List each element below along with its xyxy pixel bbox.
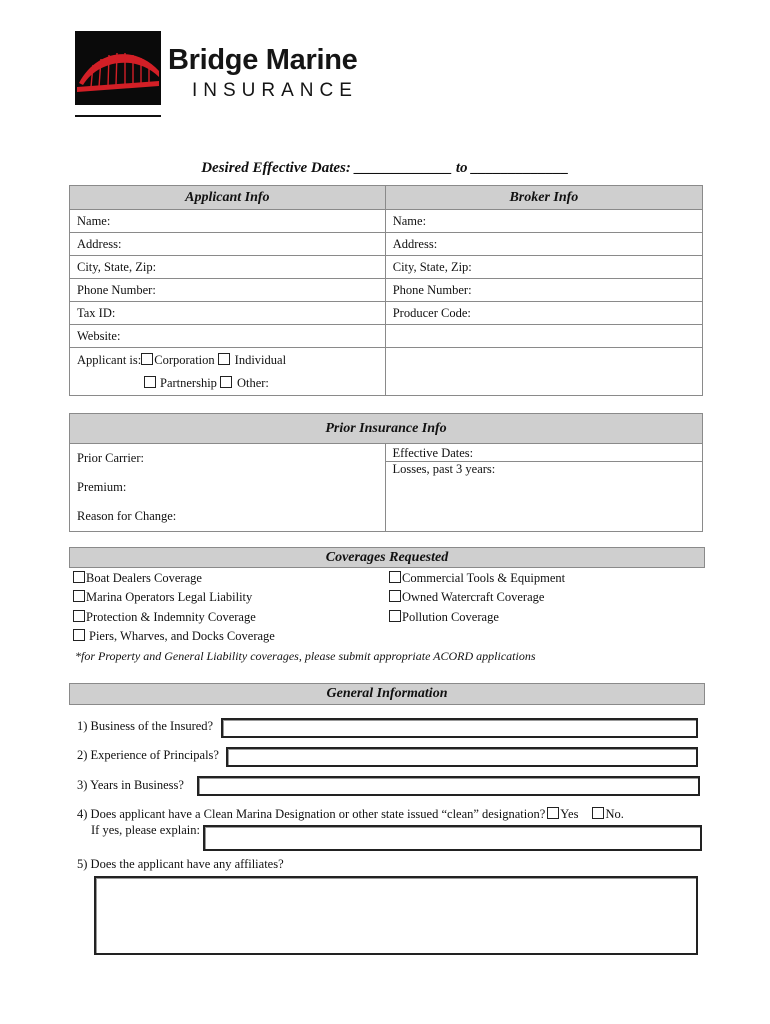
checkbox[interactable] bbox=[73, 590, 85, 602]
question-experience: 2) Experience of Principals? bbox=[77, 748, 219, 762]
applicant-name-field[interactable]: Name: bbox=[70, 210, 386, 233]
applicant-taxid-field[interactable]: Tax ID: bbox=[70, 302, 386, 325]
question-business: 1) Business of the Insured? bbox=[77, 719, 214, 733]
other-checkbox[interactable] bbox=[220, 376, 232, 388]
coverage-marina-operators[interactable] bbox=[73, 590, 252, 605]
coverage-label: Protection & Indemnity Coverage bbox=[86, 610, 256, 624]
yes-label: Yes bbox=[560, 807, 579, 821]
broker-empty-cell-2 bbox=[385, 348, 702, 396]
checkbox[interactable] bbox=[389, 590, 401, 602]
partnership-checkbox[interactable] bbox=[144, 376, 156, 388]
question-clean-marina bbox=[77, 807, 624, 822]
prior-carrier-field[interactable]: Prior Carrier: bbox=[77, 451, 144, 465]
coverage-owned-watercraft[interactable] bbox=[389, 590, 544, 605]
years-input[interactable] bbox=[197, 776, 700, 796]
corporation-label: Corporation bbox=[154, 352, 215, 367]
effective-dates-field[interactable]: Effective Dates: bbox=[386, 444, 703, 462]
question-affiliates: 5) Does the applicant have any affiliates? bbox=[77, 857, 284, 871]
prior-insurance-table bbox=[69, 413, 703, 532]
checkbox[interactable] bbox=[389, 571, 401, 583]
applicant-info-header: Applicant Info bbox=[70, 186, 386, 210]
coverage-label: Piers, Wharves, and Docks Coverage bbox=[89, 629, 275, 643]
brand-subtitle: INSURANCE bbox=[192, 80, 358, 101]
coverage-label: Marina Operators Legal Liability bbox=[86, 590, 253, 604]
checkbox[interactable] bbox=[73, 629, 85, 641]
prior-insurance-header: Prior Insurance Info bbox=[70, 414, 703, 444]
coverages-header: Coverages Requested bbox=[69, 547, 705, 568]
coverage-label: Pollution Coverage bbox=[402, 610, 499, 624]
reason-for-change-field[interactable]: Reason for Change: bbox=[77, 509, 177, 523]
coverage-commercial-tools[interactable] bbox=[389, 571, 565, 586]
checkbox[interactable] bbox=[389, 610, 401, 622]
experience-input[interactable] bbox=[226, 747, 698, 767]
coverage-piers-wharves[interactable] bbox=[73, 629, 275, 644]
individual-checkbox[interactable] bbox=[218, 353, 230, 365]
bridge-logo-icon bbox=[75, 31, 161, 105]
checkbox[interactable] bbox=[73, 571, 85, 583]
brand-name: Bridge Marine bbox=[168, 44, 358, 76]
prior-right-cell bbox=[385, 444, 703, 532]
corporation-checkbox[interactable] bbox=[141, 353, 153, 365]
coverage-label: Commercial Tools & Equipment bbox=[402, 571, 566, 585]
broker-producer-code-field[interactable]: Producer Code: bbox=[385, 302, 702, 325]
coverage-protection-indemnity[interactable] bbox=[73, 610, 256, 625]
coverage-pollution[interactable] bbox=[389, 610, 499, 625]
applicant-address-field[interactable]: Address: bbox=[70, 233, 386, 256]
explain-label: If yes, please explain: bbox=[91, 823, 200, 837]
logo-divider bbox=[75, 115, 161, 117]
general-info-header: General Information bbox=[69, 683, 705, 705]
business-input[interactable] bbox=[221, 718, 698, 738]
acord-note: *for Property and General Liability coverages, please submit appropriate ACORD applications bbox=[75, 649, 536, 663]
applicant-is-label: Applicant is: bbox=[77, 352, 142, 367]
broker-address-field[interactable]: Address: bbox=[385, 233, 702, 256]
applicant-broker-table bbox=[69, 185, 703, 396]
prior-left-cell bbox=[70, 444, 386, 532]
applicant-phone-field[interactable]: Phone Number: bbox=[70, 279, 386, 302]
applicant-type-cell bbox=[70, 348, 386, 396]
applicant-website-field[interactable]: Website: bbox=[70, 325, 386, 348]
affiliates-textarea[interactable] bbox=[94, 876, 698, 955]
coverage-label: Owned Watercraft Coverage bbox=[402, 590, 545, 604]
broker-phone-field[interactable]: Phone Number: bbox=[385, 279, 702, 302]
explain-input[interactable] bbox=[203, 825, 702, 851]
broker-name-field[interactable]: Name: bbox=[385, 210, 702, 233]
other-label: Other: bbox=[236, 375, 269, 390]
broker-empty-cell bbox=[385, 325, 702, 348]
individual-label: Individual bbox=[234, 352, 287, 367]
checkbox[interactable] bbox=[73, 610, 85, 622]
yes-checkbox[interactable] bbox=[547, 807, 559, 819]
coverage-boat-dealers[interactable] bbox=[73, 571, 202, 586]
question-years: 3) Years in Business? bbox=[77, 778, 184, 792]
losses-field[interactable]: Losses, past 3 years: bbox=[392, 462, 496, 476]
desired-effective-dates[interactable]: Desired Effective Dates: _____________ to _____________ bbox=[201, 160, 569, 176]
coverage-label: Boat Dealers Coverage bbox=[86, 571, 202, 585]
no-checkbox[interactable] bbox=[592, 807, 604, 819]
partnership-label: Partnership bbox=[160, 375, 217, 390]
broker-info-header: Broker Info bbox=[385, 186, 702, 210]
no-label: No. bbox=[605, 807, 624, 821]
premium-field[interactable]: Premium: bbox=[77, 480, 127, 494]
broker-city-field[interactable]: City, State, Zip: bbox=[385, 256, 702, 279]
clean-marina-text: 4) Does applicant have a Clean Marina Designation or other state issued “clean” designation? bbox=[77, 807, 546, 821]
applicant-city-field[interactable]: City, State, Zip: bbox=[70, 256, 386, 279]
